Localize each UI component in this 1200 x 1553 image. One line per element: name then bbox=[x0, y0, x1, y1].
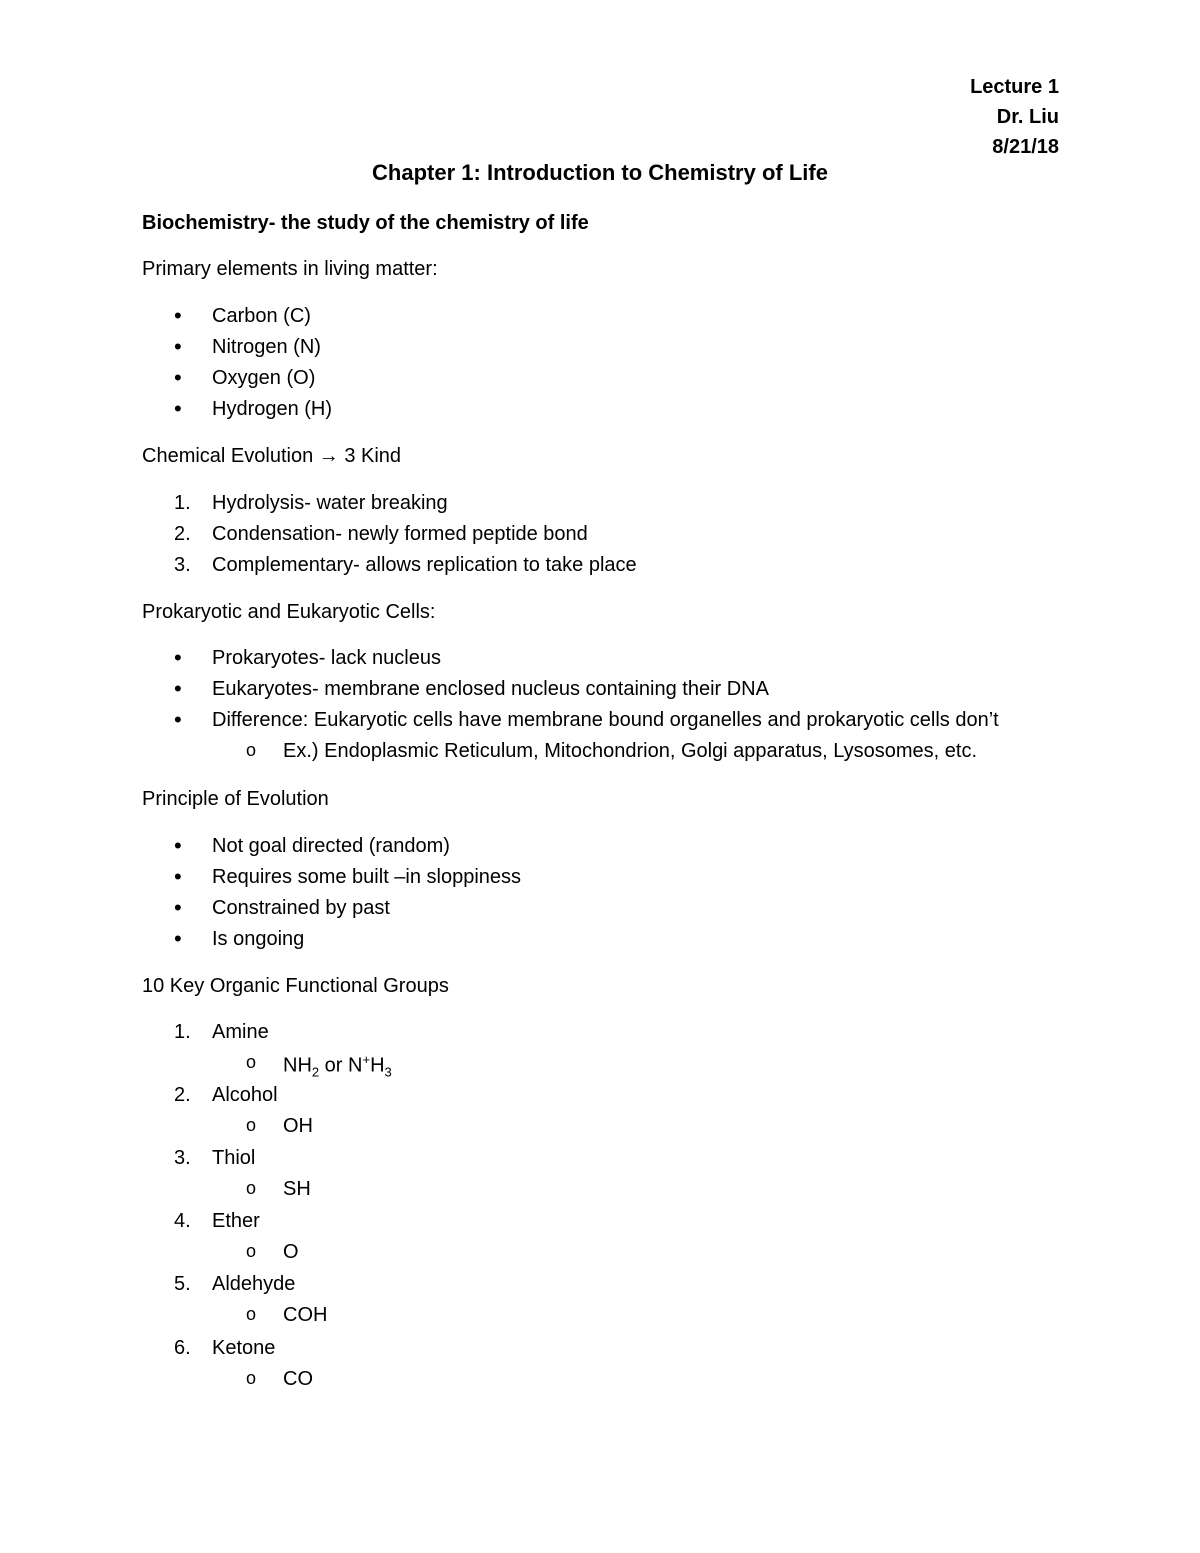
list-item-text: Ketone bbox=[212, 1337, 276, 1359]
list-item-text: Alcohol bbox=[212, 1084, 278, 1106]
chemical-evolution-heading bbox=[142, 445, 401, 468]
sub-bullet-marker: o bbox=[246, 740, 257, 760]
formula-subscript: 2 bbox=[311, 1064, 320, 1080]
formula-subscript: 3 bbox=[384, 1064, 392, 1080]
lecture-date: 8/21/18 bbox=[992, 136, 1059, 158]
number-marker: 4. bbox=[174, 1210, 191, 1232]
list-item-text: Hydrogen (H) bbox=[212, 398, 333, 420]
list-item-text: Prokaryotes- lack nucleus bbox=[212, 647, 441, 669]
sub-bullet-marker: o bbox=[246, 1052, 257, 1072]
formula-part: H bbox=[370, 1054, 385, 1077]
formula-part: NH bbox=[283, 1054, 312, 1077]
list-item-text: Amine bbox=[212, 1021, 269, 1043]
sub-list-item-text: OH bbox=[283, 1115, 313, 1137]
primary-elements-heading: Primary elements in living matter: bbox=[142, 258, 438, 280]
bullet-marker: • bbox=[174, 833, 182, 858]
bullet-marker: • bbox=[174, 707, 182, 732]
number-marker: 6. bbox=[174, 1337, 191, 1359]
heading-text-tail: 3 Kind bbox=[344, 445, 402, 467]
bullet-marker: • bbox=[174, 303, 182, 328]
heading-text: Chemical Evolution bbox=[142, 445, 314, 467]
sub-list-item-text: SH bbox=[283, 1178, 311, 1200]
list-item-text: Not goal directed (random) bbox=[212, 835, 450, 857]
list-item-text: Carbon (C) bbox=[212, 305, 311, 327]
sub-list-item-text: Ex.) Endoplasmic Reticulum, Mitochondrion, Golgi apparatus, Lysosomes, etc. bbox=[283, 740, 978, 762]
bullet-marker: • bbox=[174, 864, 182, 889]
definition-line: Biochemistry- the study of the chemistry of life bbox=[142, 212, 589, 234]
amine-formula bbox=[283, 1052, 392, 1080]
number-marker: 3. bbox=[174, 1147, 191, 1169]
list-item-text: Is ongoing bbox=[212, 928, 305, 950]
sub-list-item-text: O bbox=[283, 1241, 299, 1263]
number-marker: 2. bbox=[174, 523, 191, 545]
list-item-text: Nitrogen (N) bbox=[212, 336, 321, 358]
list-item-text: Thiol bbox=[212, 1147, 256, 1169]
list-item-text: Condensation- newly formed peptide bond bbox=[212, 523, 588, 545]
bullet-marker: • bbox=[174, 895, 182, 920]
sub-bullet-marker: o bbox=[246, 1368, 257, 1388]
evolution-heading: Principle of Evolution bbox=[142, 788, 329, 810]
number-marker: 1. bbox=[174, 492, 191, 514]
sub-bullet-marker: o bbox=[246, 1241, 257, 1261]
bullet-marker: • bbox=[174, 334, 182, 359]
cells-heading: Prokaryotic and Eukaryotic Cells: bbox=[142, 601, 436, 623]
formula-superscript: + bbox=[362, 1052, 371, 1067]
list-item-text: Oxygen (O) bbox=[212, 367, 316, 389]
lecture-header bbox=[970, 72, 1059, 162]
bullet-marker: • bbox=[174, 365, 182, 390]
instructor-name: Dr. Liu bbox=[996, 106, 1059, 128]
number-marker: 5. bbox=[174, 1273, 191, 1295]
list-item-text: Hydrolysis- water breaking bbox=[212, 492, 448, 514]
sub-bullet-marker: o bbox=[246, 1178, 257, 1198]
sub-list-item-text: CO bbox=[283, 1368, 313, 1390]
bullet-marker: • bbox=[174, 926, 182, 951]
bullet-marker: • bbox=[174, 676, 182, 701]
sub-bullet-marker: o bbox=[246, 1304, 257, 1324]
sub-list-item-text: COH bbox=[283, 1304, 328, 1326]
lecture-number: Lecture 1 bbox=[970, 76, 1059, 98]
number-marker: 3. bbox=[174, 554, 191, 576]
chapter-title: Chapter 1: Introduction to Chemistry of Life bbox=[372, 160, 828, 185]
list-item-text: Eukaryotes- membrane enclosed nucleus containing their DNA bbox=[212, 678, 769, 700]
list-item-text: Complementary- allows replication to take place bbox=[212, 554, 637, 576]
list-item-text: Constrained by past bbox=[212, 897, 390, 919]
bullet-marker: • bbox=[174, 645, 182, 670]
arrow-icon: → bbox=[318, 445, 339, 467]
number-marker: 1. bbox=[174, 1021, 191, 1043]
list-item-text: Difference: Eukaryotic cells have membrane bound organelles and prokaryotic cells don’t bbox=[212, 709, 999, 731]
formula-part: or N bbox=[319, 1054, 363, 1077]
list-item-text: Requires some built –in sloppiness bbox=[212, 866, 522, 888]
sub-bullet-marker: o bbox=[246, 1115, 257, 1135]
list-item-text: Ether bbox=[212, 1210, 260, 1232]
bullet-marker: • bbox=[174, 396, 182, 421]
list-item-text: Aldehyde bbox=[212, 1273, 296, 1295]
functional-groups-heading: 10 Key Organic Functional Groups bbox=[142, 975, 449, 997]
number-marker: 2. bbox=[174, 1084, 191, 1106]
